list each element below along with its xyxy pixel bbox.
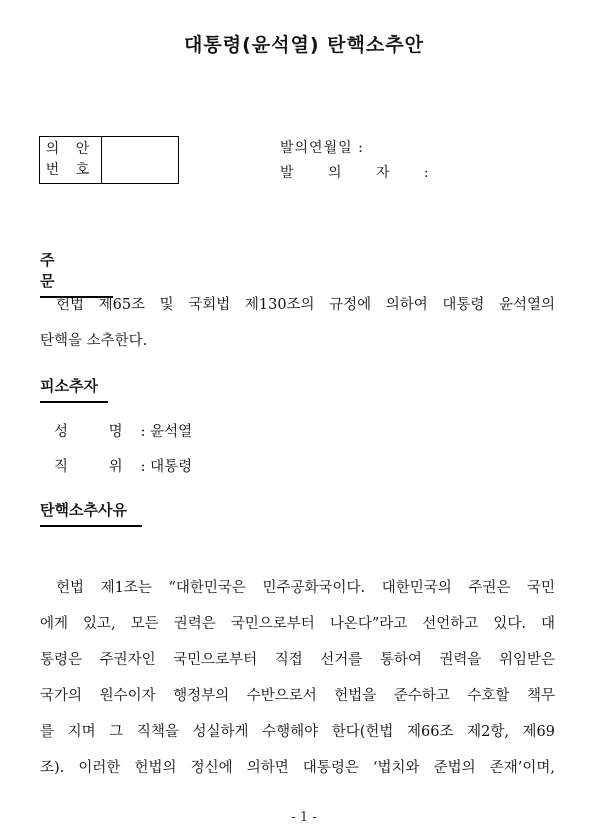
section-heading-main: 주 문: [40, 249, 113, 298]
reason-line: 국가의 원수이자 행정부의 수반으로서 헌법을 준수하고 수호할 책무: [40, 688, 555, 704]
respondent-name-value: : 윤석열: [140, 424, 193, 440]
proposer-row: [280, 162, 444, 182]
proposal-date-label: 발의연월일 :: [280, 140, 364, 156]
proposer-label: 발 의 자 :: [280, 165, 444, 181]
reason-line: 통령은 주권자인 국민으로부터 직접 선거를 통하여 권력을 위임받은: [40, 652, 555, 668]
section-heading-reason: 탄핵소추사유: [40, 499, 142, 527]
respondent-position-value: : 대통령: [140, 459, 193, 475]
main-line: 헌법 제65조 및 국회법 제130조의 규정에 의하여 대통령 윤석열의: [56, 297, 555, 313]
respondent-position-label: 직 위: [54, 459, 141, 475]
reason-paragraph: [40, 570, 555, 786]
reason-line: 에게 있고, 모든 권력은 국민으로부터 나온다”라고 선언하고 있다. 대: [40, 616, 555, 632]
page-number: - 1 -: [291, 810, 317, 825]
bill-number-label-line2: 번 호: [45, 162, 96, 178]
bill-number-value: [102, 137, 178, 183]
bill-number-box: [39, 136, 179, 184]
bill-number-label-line1: 의 안: [45, 141, 96, 157]
reason-line: 조). 이러한 헌법의 정신에 의하면 대통령은 ‘법치와 준법의 존재’이며,: [40, 760, 555, 776]
bill-number-label: [40, 137, 102, 183]
respondent-name-label: 성 명: [54, 424, 141, 440]
reason-line: 헌법 제1조는 “대한민국은 민주공화국이다. 대한민국의 주권은 국민: [56, 580, 555, 596]
reason-line: 를 지며 그 직책을 성실하게 수행해야 한다(헌법 제66조 제2항, 제69: [40, 724, 555, 740]
section-heading-respondent: 피소추자: [40, 375, 108, 403]
document-title: 대통령(윤석열) 탄핵소추안: [184, 34, 424, 56]
proposal-date-row: [280, 137, 364, 157]
respondent-name-row: [54, 420, 192, 441]
main-line: 탄핵을 소추한다.: [40, 333, 148, 349]
main-paragraph: [40, 287, 555, 359]
respondent-position-row: [54, 455, 192, 476]
